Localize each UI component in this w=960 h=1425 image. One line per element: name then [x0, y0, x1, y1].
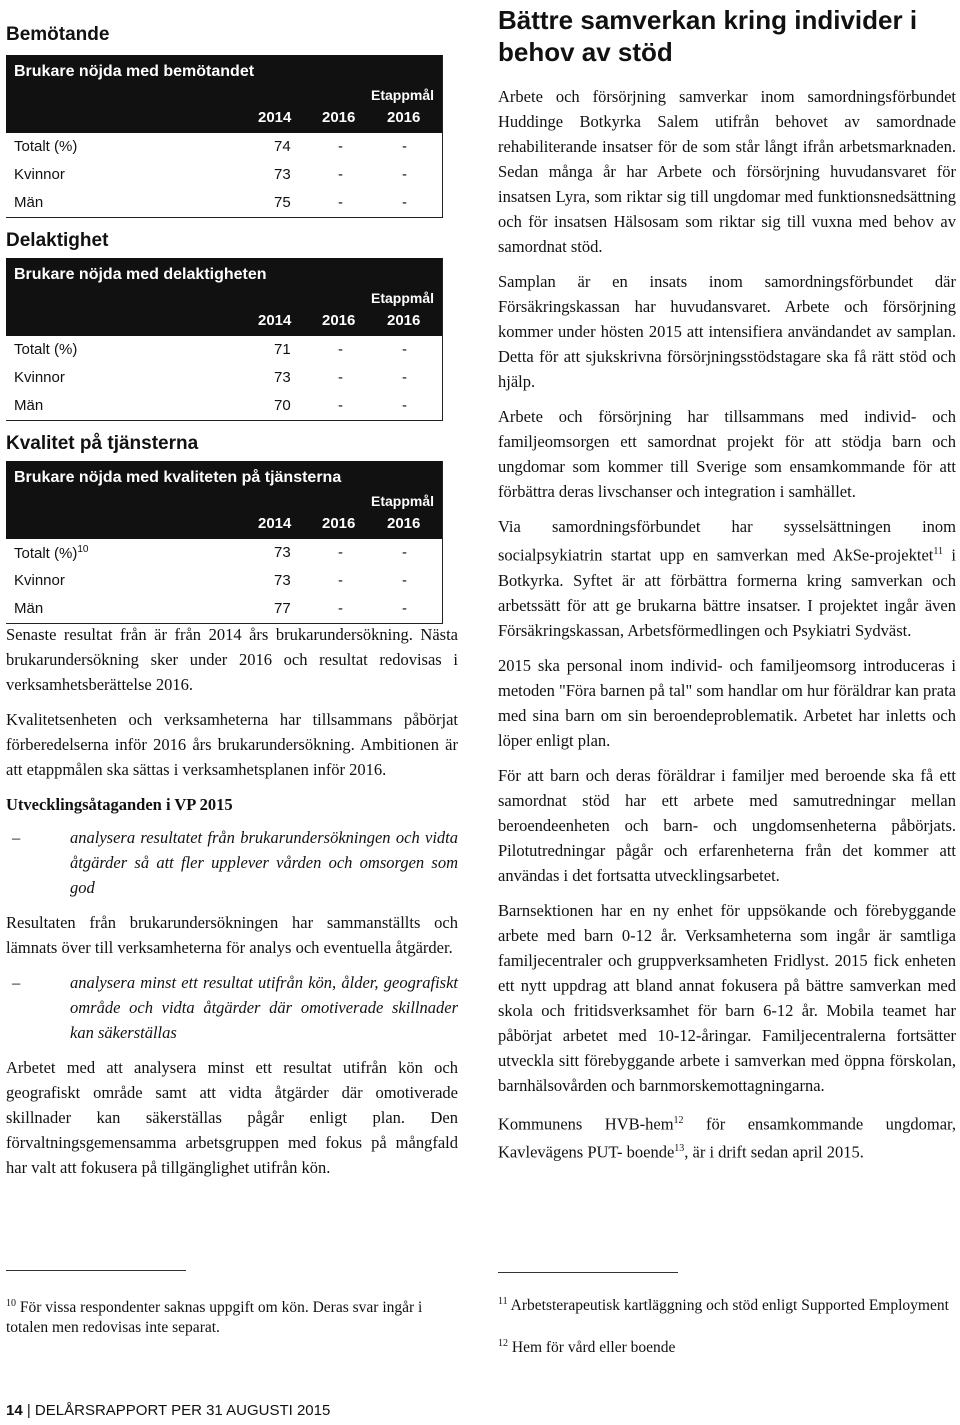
table-header [6, 258, 442, 336]
cell-2016: - [338, 166, 343, 183]
report-title: | DELÅRSRAPPORT PER 31 AUGUSTI 2015 [26, 1402, 331, 1419]
cell-2014: 70 [274, 397, 291, 414]
cell-2016: - [338, 600, 343, 617]
table-row [6, 133, 442, 161]
right-body-text [498, 84, 956, 1165]
table-header [6, 461, 442, 539]
cell-goal: - [402, 166, 407, 183]
table-bemotande [6, 55, 443, 218]
table-row [6, 161, 442, 189]
col-header-2016: 2016 [322, 312, 356, 329]
cell-2014: 77 [274, 600, 291, 617]
paragraph: Arbete och försörjning har tillsammans med individ- och familjeomsorgen ett samordnat projekt för att stödja barn och ungdomar som kommer till Sverige som ensamkommande för att förbättra deras livschanser och integration i samhället. [498, 407, 956, 501]
table-row [6, 336, 442, 364]
right-section-title: Bättre samverkan kring individer i behov av stöd [498, 5, 918, 67]
row-label: Kvinnor [14, 166, 65, 183]
paragraph-text: , är i drift sedan april 2015. [684, 1142, 864, 1162]
cell-2014: 75 [274, 194, 291, 211]
cell-goal: - [402, 194, 407, 211]
right-column [498, 0, 956, 1175]
section-heading-delaktighet: Delaktighet [6, 230, 109, 251]
paragraph: 2015 ska personal inom individ- och familjeomsorg introduceras i metoden "Föra barnen på tal" som handlar om hur föräldrar kan prata med sina barn om sin beroendeproblematik. Arbetet har inletts och löper enligt plan. [498, 655, 956, 750]
cell-goal: - [402, 544, 407, 561]
paragraph: Arbetet med att analysera minst ett resultat utifrån kön och geografiskt område samt att vidta åtgärder där omotiverade skillnader kan säkerställas pågår enligt plan. Den förvaltningsgemensamma arbetsgruppen med fokus på mångfald har valt att fokusera på tillgänglighet utifrån kön. [6, 1058, 458, 1177]
table-delaktighet [6, 258, 443, 421]
footnote-divider [6, 1270, 186, 1271]
paragraph: Kvalitetsenheten och verksamheterna har tillsammans påbörjat förberedelserna inför 2016 års brukarundersökning. Ambitionen är att etappmålen ska sättas i verksamhetsplanen inför 2016. [6, 710, 458, 779]
paragraph [498, 514, 956, 643]
bullet-text: analysera resultatet från brukarundersökningen och vidta åtgärder så att fler upplever vården och omsorgen som god [70, 828, 458, 897]
cell-goal: - [402, 369, 407, 386]
col-header-2016: 2016 [322, 109, 356, 126]
footnote-10 [6, 1294, 446, 1338]
row-label: Män [14, 397, 44, 414]
footnote-11 [498, 1292, 956, 1316]
subheading-utvecklingsataganden: Utvecklingsåtaganden i VP 2015 [6, 795, 233, 814]
table-row [6, 567, 442, 595]
table-row [6, 539, 442, 567]
paragraph: För att barn och deras föräldrar i familjer med beroende ska få ett samordnat stöd har ett arbete med samutredningar mellan beroendeenheten och barn- och ungdomsenheterna påbörjats. Pilotutredningar pågår och erfarenheterna från det kommer att användas i det fortsatta utvecklingsarbetet. [498, 765, 956, 885]
cell-goal: - [402, 138, 407, 155]
col-header-goal-2016: 2016 [387, 109, 421, 126]
col-header-etappmal: Etappmål [370, 493, 434, 509]
col-header-2014: 2014 [258, 312, 292, 329]
cell-2016: - [338, 572, 343, 589]
table-header [6, 55, 442, 133]
footnote-text: För vissa respondenter saknas uppgift om kön. Deras svar ingår i totalen men redovisas inte separat. [6, 1299, 423, 1337]
col-header-2014: 2014 [258, 109, 292, 126]
col-header-2014: 2014 [258, 515, 292, 532]
bullet-item [6, 970, 458, 1045]
footnote-ref: 11 [933, 546, 943, 557]
footnote-ref: 10 [77, 544, 89, 555]
cell-2014: 73 [274, 166, 291, 183]
row-label: Kvinnor [14, 572, 65, 589]
table-row [6, 189, 442, 217]
table-row [6, 595, 442, 623]
paragraph-text: i Botkyrka. Syftet är att förbättra formerna kring samverkan och arbetssätt för att ge brukarna bättre insatser. I projektet ingår även Försäkringskassan, Arbetsförmedlingen och Psykiatri Sydväst. [498, 545, 956, 640]
row-label: Män [14, 600, 44, 617]
footnote-12 [498, 1334, 956, 1358]
row-label-text: Totalt (%) [14, 545, 78, 562]
page-footer [6, 1402, 330, 1419]
row-label: Män [14, 194, 44, 211]
paragraph [498, 1108, 956, 1165]
footnote-text: Arbetsterapeutisk kartläggning och stöd enligt Supported Employment [510, 1297, 949, 1315]
col-header-goal-2016: 2016 [387, 515, 421, 532]
table-row [6, 364, 442, 392]
cell-2014: 74 [274, 138, 291, 155]
col-header-etappmal: Etappmål [370, 87, 434, 103]
table-row [6, 392, 442, 420]
col-header-etappmal: Etappmål [370, 290, 434, 306]
paragraph: Senaste resultat från är från 2014 års brukarundersökning. Nästa brukarundersökning sker under 2016 och resultat redovisas i verksamhetsberättelse 2016. [6, 625, 458, 694]
paragraph: Samplan är en insats inom samordningsförbundet där Försäkringskassan har huvudansvaret. Arbete och försörjning kommer under hösten 2015 att intensifiera användandet av samplan. Detta för att sjukskrivna försörjningsstödstagare ska få rätt stöd och hjälp. [498, 272, 956, 391]
footnote-number: 12 [498, 1338, 508, 1349]
paragraph-text: Kommunens HVB-hem [498, 1114, 674, 1133]
cell-2016: - [338, 397, 343, 414]
cell-2014: 73 [274, 572, 291, 589]
col-header-2016: 2016 [322, 515, 356, 532]
cell-2016: - [338, 369, 343, 386]
bullet-dash: – [12, 828, 21, 847]
paragraph-text: för ensamkommande ungdomar, Kavlevägens PUT- boende [498, 1114, 956, 1162]
cell-goal: - [402, 341, 407, 358]
bullet-text: analysera minst ett resultat utifrån kön, ålder, geografiskt område och vidta åtgärder där omotiverade skillnader kan säkerställas [70, 973, 458, 1042]
footnote-divider [498, 1272, 678, 1273]
cell-2016: - [338, 341, 343, 358]
footnote-text: Hem för vård eller boende [511, 1339, 676, 1357]
footnote-ref: 13 [674, 1143, 685, 1154]
col-header-goal-2016: 2016 [387, 312, 421, 329]
cell-2014: 73 [274, 544, 291, 561]
cell-2016: - [338, 544, 343, 561]
paragraph: Arbete och försörjning samverkar inom samordningsförbundet Huddinge Botkyrka Salem utifrån behovet av samordnade rehabiliterande insatser för de som står långt ifrån arbetsmarknaden. Sedan många år har Arbete och försörjning huvudansvaret för insatsen Lyra, som riktar sig till ungdomar med funktionsnedsättning och för insatsen Hälsosam som riktar sig till vuxna med behov av samordnat stöd. [498, 87, 956, 256]
bullet-dash: – [12, 973, 21, 992]
page-number: 14 [6, 1402, 23, 1419]
cell-goal: - [402, 572, 407, 589]
footnote-number: 10 [6, 1298, 16, 1309]
row-label: Totalt (%) [14, 341, 78, 358]
table-title: Brukare nöjda med kvaliteten på tjänsterna [14, 469, 342, 486]
footnote-number: 11 [498, 1296, 508, 1307]
cell-goal: - [402, 397, 407, 414]
table-title: Brukare nöjda med delaktigheten [14, 266, 267, 283]
row-label: Totalt (%) [14, 138, 78, 155]
paragraph-text: Via samordningsförbundet har sysselsättningen inom socialpsykiatrin startat upp en samverkan med AkSe-projektet [498, 517, 956, 565]
paragraph: Resultaten från brukarundersökningen har sammanställts och lämnats över till verksamheterna för analys och eventuella åtgärder. [6, 913, 458, 957]
cell-2016: - [338, 194, 343, 211]
paragraph: Barnsektionen har en ny enhet för uppsökande och förebyggande arbete med barn 0-12 år. Verksamheterna som ingår är samtliga familjecentraler och gruppverksamheten Fridlyst. 2015 fick enheten ett nytt uppdrag att bland annat fokusera på bättre samverkan med skola och fritidsverksamhet för barn 6-12 år. Mobila teamet har påbörjat arbetet med 10-12-åringar. Familjecentralerna fortsätter utveckla sitt förebyggande arbete i samverkan med öppna förskolan, barnhälsovården och barnmorskemottagningarna. [498, 900, 956, 1095]
table-kvalitet [6, 461, 443, 624]
left-body-text [6, 622, 458, 1190]
cell-2016: - [338, 138, 343, 155]
row-label: Kvinnor [14, 369, 65, 386]
table-title: Brukare nöjda med bemötandet [14, 63, 255, 80]
footnote-ref: 12 [673, 1114, 684, 1126]
bullet-item [6, 825, 458, 900]
cell-2014: 73 [274, 369, 291, 386]
cell-goal: - [402, 600, 407, 617]
section-heading-bemotande: Bemötande [6, 24, 110, 45]
section-heading-kvalitet: Kvalitet på tjänsterna [6, 433, 199, 454]
cell-2014: 71 [274, 341, 291, 358]
row-label [14, 544, 88, 562]
